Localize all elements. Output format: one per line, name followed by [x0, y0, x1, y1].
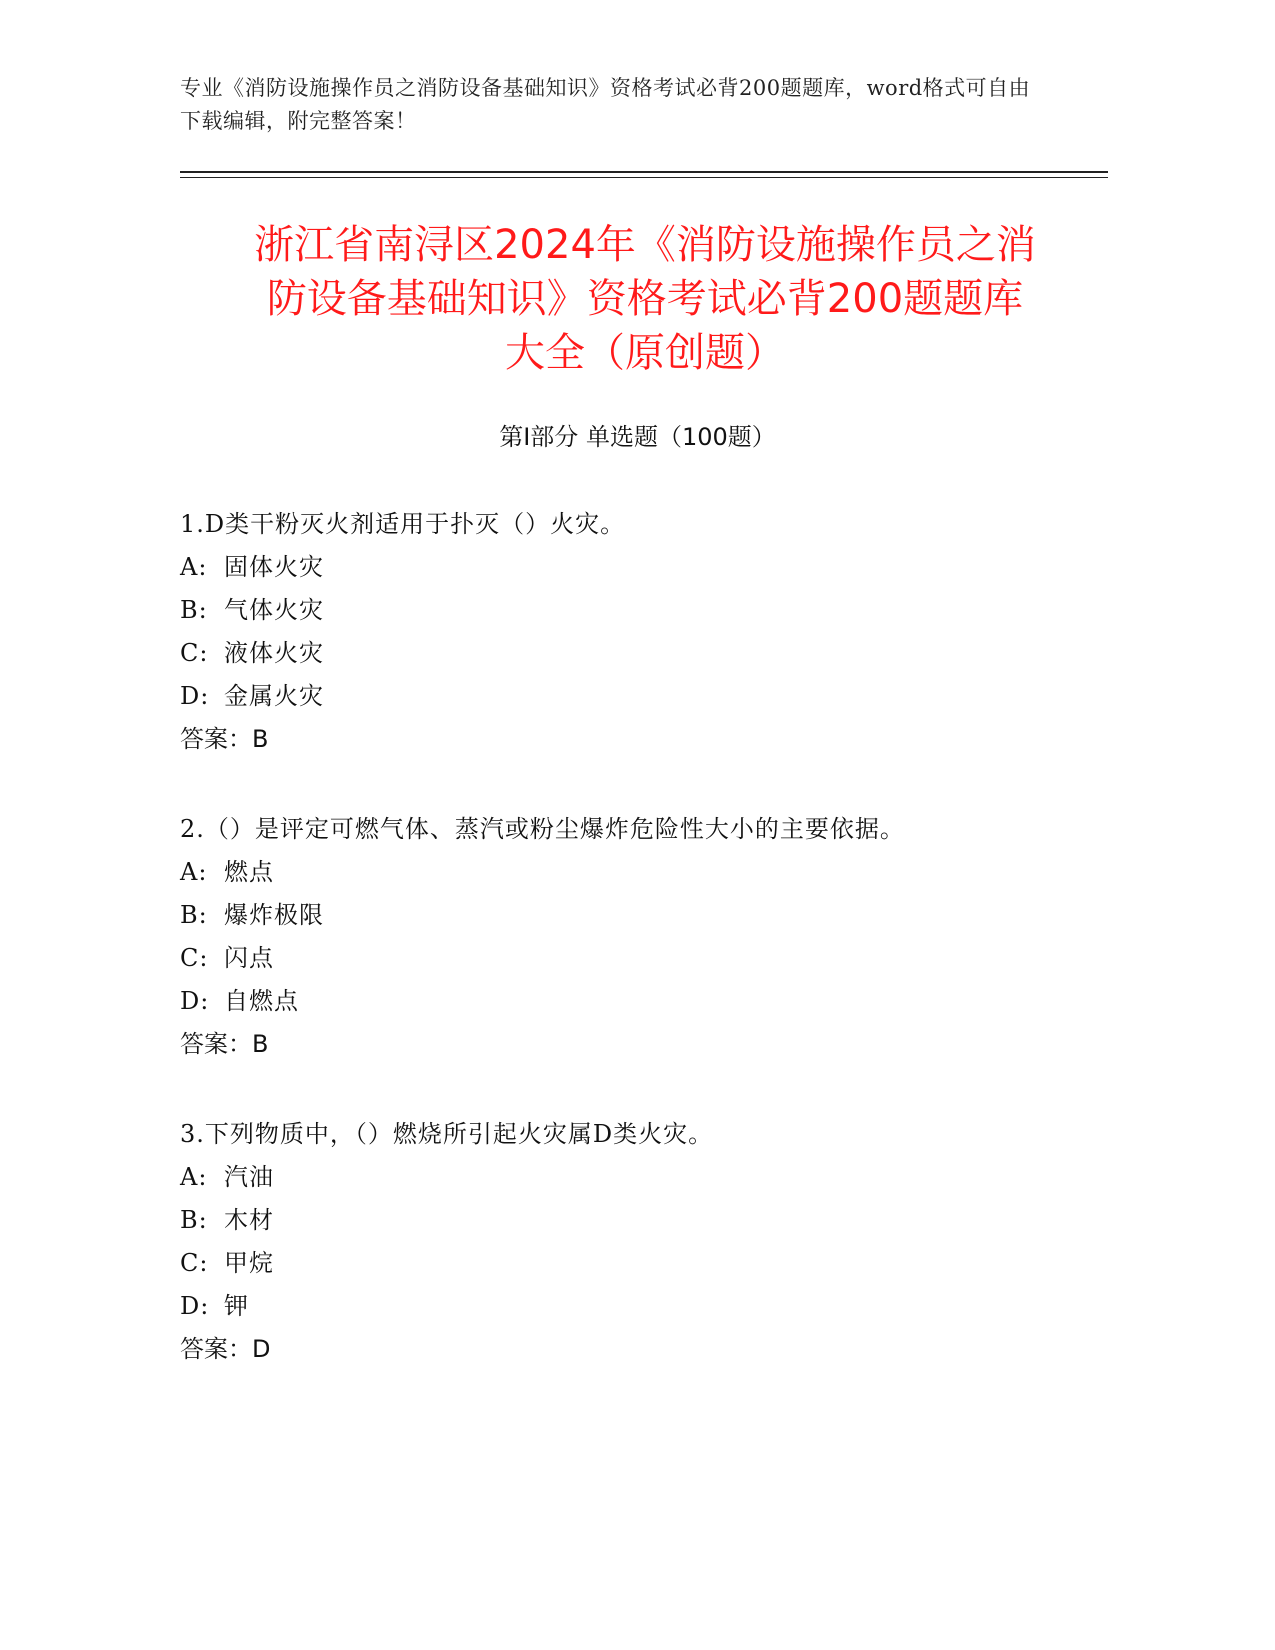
answer-line: 答案：B [180, 1030, 269, 1058]
option-text: 爆炸极限 [224, 901, 324, 929]
option-a [180, 851, 1080, 894]
option-d [180, 980, 1080, 1023]
option-c [180, 1242, 1080, 1285]
question-1 [180, 503, 1080, 761]
option-key: A: [180, 553, 208, 581]
option-text: 汽油 [224, 1163, 274, 1191]
option-c [180, 632, 1080, 675]
title-line-2: 防设备基础知识》资格考试必背200题题库 [266, 276, 1024, 322]
option-key: D: [180, 987, 210, 1015]
option-text: 燃点 [224, 858, 274, 886]
question-stem: 2.（）是评定可燃气体、蒸汽或粉尘爆炸危险性大小的主要依据。 [180, 815, 905, 843]
option-key: B: [180, 901, 208, 929]
option-key: A: [180, 858, 208, 886]
option-d [180, 675, 1080, 718]
option-a [180, 546, 1080, 589]
option-text: 闪点 [224, 944, 274, 972]
option-key: D: [180, 682, 210, 710]
option-c [180, 937, 1080, 980]
option-text: 木材 [224, 1206, 274, 1234]
option-key: B: [180, 1206, 208, 1234]
question-2 [180, 808, 1080, 1066]
answer-line: 答案：B [180, 725, 269, 753]
question-stem: 3.下列物质中，（）燃烧所引起火灾属D类火灾。 [180, 1120, 714, 1148]
option-text: 甲烷 [224, 1249, 274, 1277]
option-text: 钾 [224, 1292, 249, 1320]
option-text: 自燃点 [224, 987, 299, 1015]
option-b [180, 1199, 1080, 1242]
title-line-3: 大全（原创题） [505, 330, 785, 376]
option-a [180, 1156, 1080, 1199]
option-key: C: [180, 639, 209, 667]
option-key: B: [180, 596, 208, 624]
option-text: 固体火灾 [224, 553, 324, 581]
option-key: C: [180, 944, 209, 972]
header-divider-thin [180, 177, 1108, 178]
question-3 [180, 1113, 1080, 1371]
answer-line: 答案：D [180, 1335, 271, 1363]
option-key: D: [180, 1292, 210, 1320]
section-heading: 第Ⅰ部分 单选题（100题） [499, 423, 776, 451]
option-b [180, 589, 1080, 632]
option-text: 气体火灾 [224, 596, 324, 624]
header-divider-thick [180, 171, 1108, 173]
title-line-1: 浙江省南浔区2024年《消防设施操作员之消 [254, 222, 1036, 268]
header-note: 专业《消防设施操作员之消防设备基础知识》资格考试必背200题题库，word格式可自由下载编辑，附完整答案！ [180, 76, 1031, 133]
option-key: C: [180, 1249, 209, 1277]
option-text: 液体火灾 [224, 639, 324, 667]
option-text: 金属火灾 [224, 682, 324, 710]
option-d [180, 1285, 1080, 1328]
document-title [170, 218, 1120, 380]
question-stem: 1.D类干粉灭火剂适用于扑灭（）火灾。 [180, 510, 626, 538]
option-b [180, 894, 1080, 937]
option-key: A: [180, 1163, 208, 1191]
